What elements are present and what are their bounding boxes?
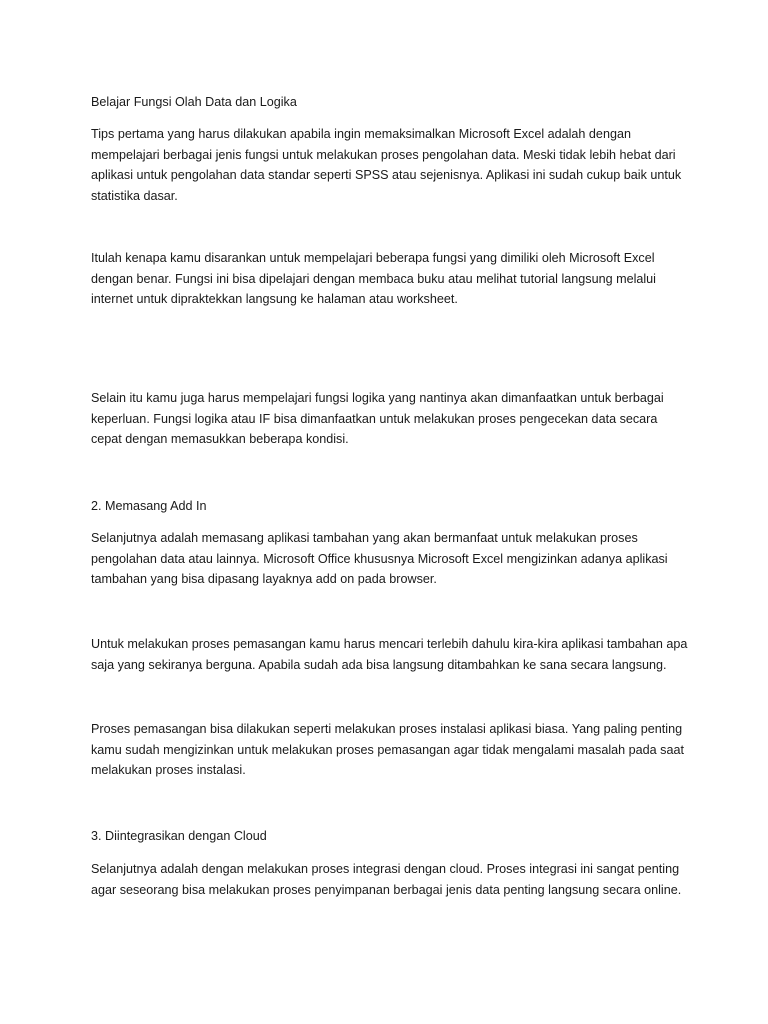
section-heading-memasang-add-in: 2. Memasang Add In xyxy=(91,499,207,513)
paragraph-selain-itu: Selain itu kamu juga harus mempelajari fungsi logika yang nantinya akan dimanfaatkan untuk berbagai keperluan. Fungsi logika atau IF bisa dimanfaatkan untuk melakukan proses pengecekan data secara cepat dengan memasukkan beberapa kondisi. xyxy=(91,391,664,447)
paragraph-proses-pemasangan: Proses pemasangan bisa dilakukan seperti melakukan proses instalasi aplikasi biasa. Yang paling penting kamu sudah mengizinkan untuk melakukan proses pemasangan agar tidak mengalami masalah pada saat melakukan proses instalasi. xyxy=(91,722,684,778)
section-heading-cloud: 3. Diintegrasikan dengan Cloud xyxy=(91,829,267,843)
document-title: Belajar Fungsi Olah Data dan Logika xyxy=(91,95,297,109)
paragraph-tips-pertama: Tips pertama yang harus dilakukan apabila ingin memaksimalkan Microsoft Excel adalah dengan mempelajari berbagai jenis fungsi untuk melakukan proses pengolahan data. Meski tidak lebih hebat dari aplikasi untuk pengolahan data standar seperti SPSS atau sejenisnya. Aplikasi ini sudah cukup baik untuk statistika dasar. xyxy=(91,127,682,204)
paragraph-untuk-melakukan: Untuk melakukan proses pemasangan kamu harus mencari terlebih dahulu kira-kira aplikasi tambahan apa saja yang sekiranya berguna. Apabila sudah ada bisa langsung ditambahkan ke sana secara langsung. xyxy=(91,637,688,672)
paragraph-selanjutnya-add-in: Selanjutnya adalah memasang aplikasi tambahan yang akan bermanfaat untuk melakukan proses pengolahan data atau lainnya. Microsoft Office khususnya Microsoft Excel mengizinkan adanya aplikasi tambahan yang bisa dipasang layaknya add on pada browser. xyxy=(91,531,668,587)
paragraph-integrasi-cloud: Selanjutnya adalah dengan melakukan proses integrasi dengan cloud. Proses integrasi ini sangat penting agar seseorang bisa melakukan proses penyimpanan berbagai jenis data penting langsung secara online. xyxy=(91,862,682,897)
paragraph-itulah-kenapa: Itulah kenapa kamu disarankan untuk mempelajari beberapa fungsi yang dimiliki oleh Microsoft Excel dengan benar. Fungsi ini bisa dipelajari dengan membaca buku atau melihat tutorial langsung melalui internet untuk dipraktekkan langsung ke halaman atau worksheet. xyxy=(91,251,656,307)
